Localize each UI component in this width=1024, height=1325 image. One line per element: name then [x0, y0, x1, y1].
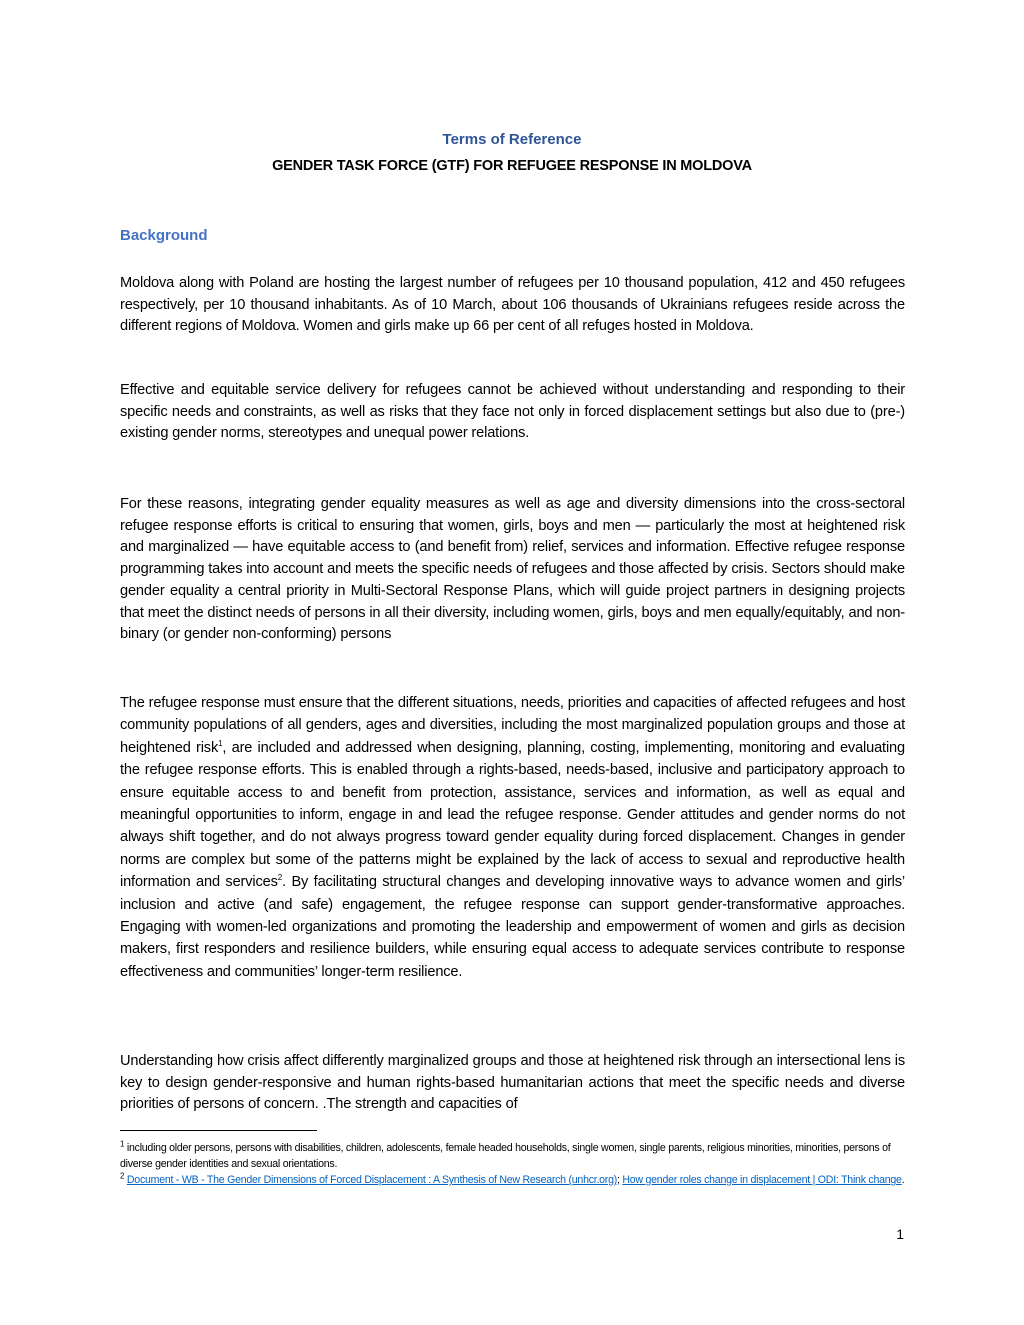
footnote-1-number: 1 — [120, 1139, 125, 1149]
paragraph-5: Understanding how crisis affect differently marginalized groups and those at heightened risk through an intersectional lens is key to design gender-responsive and human rights-based humanitarian actions that meet the specific needs and diverse priorities of persons of concern. .The strength and capacities of — [120, 1053, 905, 1113]
paragraph-2: Effective and equitable service delivery for refugees cannot be achieved without understanding and responding to their specific needs and constraints, as well as risks that they face not only in forced displacement settings but also due to (pre-) existing gender norms, stereotypes and unequal power relations. — [120, 382, 905, 442]
footnote-2-link-odi[interactable]: How gender roles change in displacement | ODI: Think change — [622, 1174, 902, 1186]
footnote-2-link-unhcr[interactable]: Document - WB - The Gender Dimensions of Forced Displacement : A Synthesis of New Research (unhcr.org) — [126, 1174, 617, 1186]
paragraph-4-part-c: . By facilitating structural changes and developing innovative ways to advance women and girls’ inclusion and active (and safe) engagement, the refugee response can support gender-transformative approaches. Engaging with women-led organizations and promoting the leadership and empowerment of women and girls as decision makers, first responders and resilience builders, while ensuring equal access to adequate services contribute to response effectiveness and communities’ longer-term resilience. — [120, 874, 905, 980]
footnote-separator — [120, 1130, 317, 1131]
footnote-2-end: . — [901, 1174, 905, 1186]
footnote-1 — [120, 1140, 905, 1172]
paragraph-4 — [120, 692, 905, 983]
footnote-ref-2[interactable]: 2 — [277, 873, 283, 883]
document-title: Terms of Reference — [442, 131, 582, 148]
paragraph-3: For these reasons, integrating gender equality measures as well as age and diversity dimensions into the cross-sectoral refugee response efforts is critical to ensuring that women, girls, boys and men — particularly the most at heightened risk and marginalized — have equitable access to (and benefit from) relief, services and information. Effective refugee response programming takes into account and meets the specific needs of refugees and those affected by crisis. Sectors should make gender equality a central priority in Multi-Sectoral Response Plans, which will guide project partners in designing projects that meet the distinct needs of persons in all their diversity, including women, girls, boys and men equally/equitably, and non-binary (or gender non-conforming) persons — [120, 496, 905, 643]
footnote-2-separator: ; — [617, 1174, 623, 1186]
footnote-2 — [120, 1172, 905, 1188]
paragraph-4-part-b: , are included and addressed when designing, planning, costing, implementing, monitoring and evaluating the refugee response efforts. This is enabled through a rights-based, needs-based, inclusive and participatory approach to ensure equitable access to and benefit from protection, assistance, services and information, as well as equal and meaningful opportunities to inform, engage in and lead the refugee response. Gender attitudes and gender norms do not always shift together, and do not always progress toward gender equality during forced displacement. Changes in gender norms are complex but some of the patterns might be explained by the lack of access to sexual and reproductive health information and services — [120, 739, 905, 891]
footnote-ref-1[interactable]: 1 — [218, 738, 223, 748]
page-number: 1 — [896, 1226, 904, 1242]
footnote-1-text: including older persons, persons with disabilities, children, adolescents, female headed households, single women, single parents, religious minorities, minorities, persons of diverse gender identities and sexual orientations. — [120, 1142, 891, 1170]
document-subtitle: GENDER TASK FORCE (GTF) FOR REFUGEE RESPONSE IN MOLDOVA — [272, 158, 752, 174]
paragraph-4-part-a: The refugee response must ensure that the different situations, needs, priorities and capacities of affected refugees and host community populations of all genders, ages and diversities, including the most marginalized population groups and those at heightened risk — [120, 695, 905, 756]
footnote-2-number: 2 — [120, 1171, 125, 1181]
paragraph-1: Moldova along with Poland are hosting the largest number of refugees per 10 thousand population, 412 and 450 refugees respectively, per 10 thousand inhabitants. As of 10 March, about 106 thousands of Ukrainians refugees reside across the different regions of Moldova. Women and girls make up 66 per cent of all refuges hosted in Moldova. — [120, 275, 905, 335]
section-heading-background: Background — [120, 227, 208, 244]
